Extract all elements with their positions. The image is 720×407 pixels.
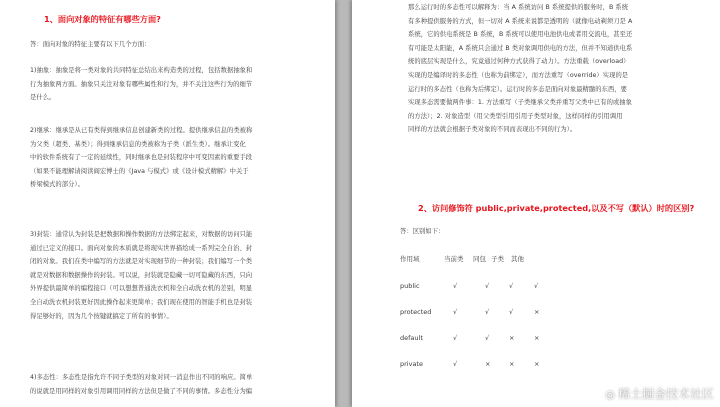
- watermark-text: 稀土掘金技术社区: [617, 387, 714, 401]
- text-line: 3)封装：通常认为封装是把数据和操作数据的方法绑定起来，对数据的访问只能: [30, 231, 253, 238]
- table-cell: √: [509, 308, 514, 316]
- text-line: 通过已定义的接口。面向对象的本质就是将现实世界描绘成一系列完全自治、封: [30, 244, 253, 252]
- text-line: 统的底层实现是什么，究竟通过何种方式获得了动力）。方法重载（overload）: [408, 58, 630, 66]
- paragraph-abstraction: [30, 64, 252, 105]
- text-line: 1)抽象：抽象是将一类对象的共同特征总结出来构造类的过程，包括数据抽象和: [30, 67, 253, 74]
- table-cell: ×: [534, 308, 540, 316]
- text-line: 桥梁模式的部分）。: [30, 181, 84, 189]
- text-line: 有多种提供服务的方式，但一切对 A 系统来说都是透明的（就像电动剃须刀是 A: [408, 17, 633, 25]
- text-line: 中的软件系统有了一定的延续性，同时继承也是封装程序中可变因素的重要手段: [30, 154, 253, 162]
- text-line: 4)多态性：多态性是指允许不同子类型的对象对同一消息作出不同的响应。简单: [30, 374, 253, 381]
- text-line: 的方法）；2. 对象造型（用父类型引用引用子类型对象，这样同样的引用调用: [408, 112, 623, 120]
- text-line: 是什么。: [30, 94, 56, 102]
- section-heading-1: 1、面向对象的特征有哪些方面?: [44, 14, 161, 24]
- text-line: 全自动洗衣机封装更好因此操作起来更简单；我们现在使用的智能手机也是封装: [30, 298, 253, 306]
- table-cell: ×: [509, 334, 515, 342]
- text-line: 实现多态需要做两件事：1. 方法重写（子类继承父类并重写父类中已有的或抽象: [408, 99, 632, 107]
- table-cell: √: [485, 334, 490, 342]
- table-cell: ×: [534, 334, 540, 342]
- table-cell: √: [453, 334, 458, 342]
- paragraph-encapsulation: [30, 228, 252, 323]
- text-line: 行为抽象两方面。抽象只关注对象有哪些属性和行为，并不关注这些行为的细节: [30, 80, 253, 88]
- juejin-logo-icon: ◎: [605, 388, 615, 401]
- text-line: 同样的方法就会根据子类对象的不同而表现出不同的行为）。: [408, 126, 577, 134]
- text-line: 答：区别如下：: [400, 228, 445, 235]
- table-cell: √: [453, 360, 458, 368]
- table-cell: √: [485, 308, 490, 316]
- paragraph-polymorphism-cont: [408, 1, 632, 137]
- answer-2: [400, 225, 444, 239]
- table-cell: √: [453, 282, 458, 290]
- text-line: 为父类（超类、基类）；得到继承信息的类被称为子类（派生类）。继承让变化: [30, 140, 246, 148]
- text-line: 答：面向对象的特征主要有以下几个方面：: [30, 41, 151, 48]
- table-cell-name: private: [400, 360, 423, 368]
- table-cell-name: public: [400, 282, 420, 290]
- table-header-cell: 其他: [511, 255, 524, 263]
- answer-intro: [30, 38, 151, 52]
- text-line: 实现的是编译时的多态性（也称为前绑定），而方法重写（override）实现的是: [408, 71, 629, 79]
- watermark: [605, 385, 714, 402]
- table-cell: √: [509, 282, 514, 290]
- table-cell-name: default: [400, 334, 423, 342]
- table-cell: ×: [509, 360, 515, 368]
- text-line: 就是对数据和数据操作的封装。可以说，封装就是隐藏一切可隐藏的东西，只向: [30, 271, 253, 279]
- text-line: 的说就是用同样的对象引用调用同样的方法但是做了不同的事情。多态性分为编: [30, 387, 253, 395]
- paragraph-inheritance: [30, 124, 252, 192]
- section-heading-2: 2、访问修饰符 public,private,protected,以及不写（默认）时的区别?: [418, 203, 695, 213]
- paragraph-polymorphism: [30, 371, 252, 398]
- table-cell-name: protected: [400, 308, 432, 316]
- text-line: （如果不能理解请阅读阎宏博士的《Java 与模式》或《设计模式精解》中关于: [30, 167, 249, 175]
- text-line: 有可能是太阳能，A 系统只会通过 B 类对象调用供电的方法，但并不知道供电系: [408, 44, 633, 52]
- table-header-cell: 作用域: [400, 255, 420, 263]
- table-header-cell: 当前类: [444, 255, 464, 263]
- table-header-cell: 子类: [491, 255, 504, 263]
- table-header-cell: 同包: [473, 255, 486, 263]
- table-cell: ×: [485, 360, 491, 368]
- text-line: 运行时的多态性（也称为后绑定）。运行时的多态是面向对象最精髓的东西，要: [408, 85, 627, 93]
- text-line: 外界提供最简单的编程接口（可以想想普通洗衣机和全自动洗衣机的差别，明显: [30, 285, 253, 293]
- table-cell: ×: [534, 360, 540, 368]
- table-cell: √: [485, 282, 490, 290]
- text-line: 2)继承：继承是从已有类得到继承信息创建新类的过程。提供继承信息的类被称: [30, 127, 253, 134]
- document-page-left: [0, 0, 335, 407]
- table-cell: √: [534, 282, 539, 290]
- text-line: 系统，它的供电系统是 B 系统，B 系统可以使用电池供电或者用交流电，甚至还: [408, 31, 633, 39]
- text-line: 那么运行时的多态性可以解释为：当 A 系统访问 B 系统提供的服务时，B 系统: [408, 4, 629, 11]
- table-cell: √: [453, 308, 458, 316]
- text-line: 闭的对象。我们在类中编写的方法就是对实现细节的一种封装；我们编写一个类: [30, 258, 253, 266]
- text-line: 得足够好的，因为几个按键就搞定了所有的事情）。: [30, 312, 173, 320]
- document-page-right: [352, 0, 720, 407]
